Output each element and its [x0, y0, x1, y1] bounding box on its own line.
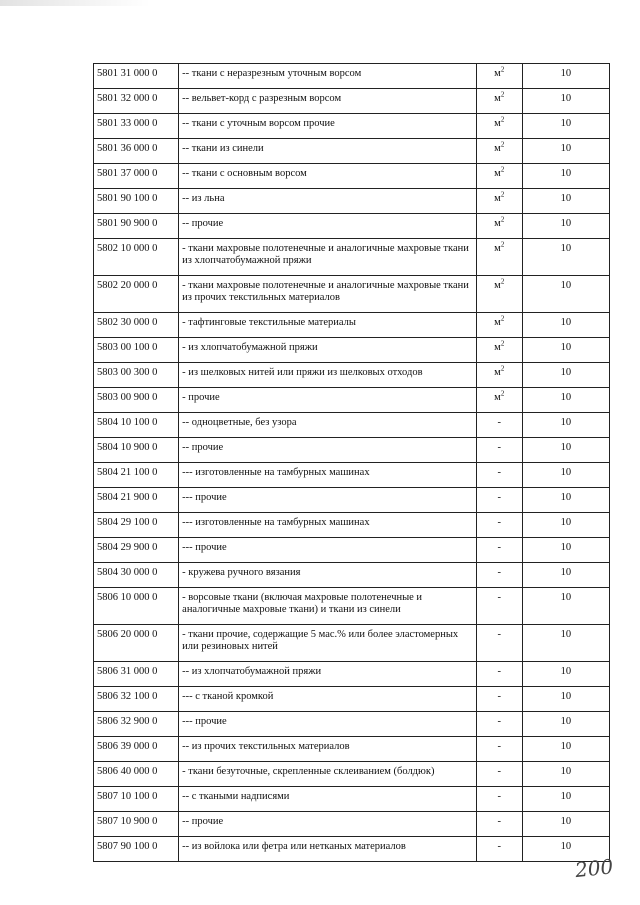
duty-rate-cell: 10	[522, 64, 609, 89]
duty-rate-cell: 10	[522, 388, 609, 413]
table-row	[94, 164, 610, 189]
table-row	[94, 837, 610, 862]
table-row	[94, 338, 610, 363]
description-cell: - из шелковых нитей или пряжи из шелковых отходов	[179, 363, 477, 388]
table-row	[94, 64, 610, 89]
description-cell: -- прочие	[179, 214, 477, 239]
duty-rate-cell: 10	[522, 214, 609, 239]
hs-code-cell: 5804 10 900 0	[94, 438, 179, 463]
table-row	[94, 363, 610, 388]
hs-code-cell: 5804 30 000 0	[94, 563, 179, 588]
table-row	[94, 563, 610, 588]
hs-code-cell: 5806 20 000 0	[94, 625, 179, 662]
hs-code-cell: 5804 10 100 0	[94, 413, 179, 438]
table-row	[94, 139, 610, 164]
description-cell: - из хлопчатобумажной пряжи	[179, 338, 477, 363]
duty-rate-cell: 10	[522, 438, 609, 463]
table-row	[94, 762, 610, 787]
table-row	[94, 812, 610, 837]
table-row	[94, 662, 610, 687]
duty-rate-cell: 10	[522, 338, 609, 363]
hs-code-cell: 5807 90 100 0	[94, 837, 179, 862]
description-cell: - кружева ручного вязания	[179, 563, 477, 588]
table-row	[94, 89, 610, 114]
description-cell: -- из льна	[179, 189, 477, 214]
duty-rate-cell: 10	[522, 513, 609, 538]
duty-rate-cell: 10	[522, 313, 609, 338]
hs-code-cell: 5806 10 000 0	[94, 588, 179, 625]
description-cell: - ткани махровые полотенечные и аналогичные махровые ткани из прочих текстильных материалов	[179, 276, 477, 313]
unit-cell: $м^2$	[476, 164, 522, 189]
hs-code-cell: 5806 40 000 0	[94, 762, 179, 787]
unit-cell: -	[476, 538, 522, 563]
hs-code-cell: 5801 32 000 0	[94, 89, 179, 114]
unit-cell: -	[476, 563, 522, 588]
unit-cell: -	[476, 837, 522, 862]
description-cell: --- прочие	[179, 538, 477, 563]
hs-code-cell: 5801 33 000 0	[94, 114, 179, 139]
description-cell: -- прочие	[179, 438, 477, 463]
hs-code-cell: 5804 21 100 0	[94, 463, 179, 488]
unit-cell: $м^2$	[476, 189, 522, 214]
tariff-table-body	[94, 64, 610, 862]
description-cell: -- прочие	[179, 812, 477, 837]
description-cell: -- ткани из синели	[179, 139, 477, 164]
hs-code-cell: 5801 31 000 0	[94, 64, 179, 89]
table-row	[94, 214, 610, 239]
description-cell: -- ткани с уточным ворсом прочие	[179, 114, 477, 139]
duty-rate-cell: 10	[522, 463, 609, 488]
unit-cell: $м^2$	[476, 388, 522, 413]
duty-rate-cell: 10	[522, 538, 609, 563]
duty-rate-cell: 10	[522, 239, 609, 276]
hs-code-cell: 5803 00 100 0	[94, 338, 179, 363]
unit-cell: -	[476, 588, 522, 625]
unit-cell: $м^2$	[476, 239, 522, 276]
table-row	[94, 114, 610, 139]
hs-code-cell: 5807 10 900 0	[94, 812, 179, 837]
duty-rate-cell: 10	[522, 563, 609, 588]
hs-code-cell: 5802 30 000 0	[94, 313, 179, 338]
table-row	[94, 712, 610, 737]
description-cell: -- из войлока или фетра или нетканых материалов	[179, 837, 477, 862]
duty-rate-cell: 10	[522, 737, 609, 762]
description-cell: --- с тканой кромкой	[179, 687, 477, 712]
unit-cell: -	[476, 762, 522, 787]
unit-cell: -	[476, 662, 522, 687]
table-row	[94, 538, 610, 563]
description-cell: --- прочие	[179, 712, 477, 737]
duty-rate-cell: 10	[522, 712, 609, 737]
table-row	[94, 313, 610, 338]
description-cell: -- ткани с основным ворсом	[179, 164, 477, 189]
table-row	[94, 239, 610, 276]
description-cell: --- прочие	[179, 488, 477, 513]
hs-code-cell: 5804 29 100 0	[94, 513, 179, 538]
table-row	[94, 463, 610, 488]
hs-code-cell: 5804 29 900 0	[94, 538, 179, 563]
description-cell: - ткани прочие, содержащие 5 мас.% или более эластомерных или резиновых нитей	[179, 625, 477, 662]
hs-code-cell: 5801 90 100 0	[94, 189, 179, 214]
duty-rate-cell: 10	[522, 114, 609, 139]
unit-cell: $м^2$	[476, 214, 522, 239]
table-row	[94, 189, 610, 214]
unit-cell: -	[476, 438, 522, 463]
duty-rate-cell: 10	[522, 89, 609, 114]
table-row	[94, 413, 610, 438]
unit-cell: -	[476, 625, 522, 662]
unit-cell: -	[476, 413, 522, 438]
unit-cell: $м^2$	[476, 276, 522, 313]
table-row	[94, 388, 610, 413]
duty-rate-cell: 10	[522, 625, 609, 662]
duty-rate-cell: 10	[522, 363, 609, 388]
description-cell: --- изготовленные на тамбурных машинах	[179, 463, 477, 488]
unit-cell: $м^2$	[476, 64, 522, 89]
duty-rate-cell: 10	[522, 687, 609, 712]
description-cell: --- изготовленные на тамбурных машинах	[179, 513, 477, 538]
hs-code-cell: 5806 32 100 0	[94, 687, 179, 712]
duty-rate-cell: 10	[522, 588, 609, 625]
duty-rate-cell: 10	[522, 276, 609, 313]
hs-code-cell: 5806 31 000 0	[94, 662, 179, 687]
description-cell: - ткани махровые полотенечные и аналогичные махровые ткани из хлопчатобумажной пряжи	[179, 239, 477, 276]
hs-code-cell: 5806 39 000 0	[94, 737, 179, 762]
hs-code-cell: 5806 32 900 0	[94, 712, 179, 737]
duty-rate-cell: 10	[522, 488, 609, 513]
table-row	[94, 625, 610, 662]
duty-rate-cell: 10	[522, 762, 609, 787]
hs-code-cell: 5803 00 300 0	[94, 363, 179, 388]
tariff-table	[93, 63, 610, 862]
table-row	[94, 737, 610, 762]
hs-code-cell: 5803 00 900 0	[94, 388, 179, 413]
unit-cell: -	[476, 687, 522, 712]
unit-cell: -	[476, 737, 522, 762]
unit-cell: $м^2$	[476, 139, 522, 164]
duty-rate-cell: 10	[522, 787, 609, 812]
description-cell: -- вельвет-корд с разрезным ворсом	[179, 89, 477, 114]
unit-cell: $м^2$	[476, 363, 522, 388]
unit-cell: $м^2$	[476, 89, 522, 114]
hs-code-cell: 5801 90 900 0	[94, 214, 179, 239]
unit-cell: $м^2$	[476, 338, 522, 363]
hs-code-cell: 5801 37 000 0	[94, 164, 179, 189]
unit-cell: -	[476, 488, 522, 513]
duty-rate-cell: 10	[522, 662, 609, 687]
duty-rate-cell: 10	[522, 413, 609, 438]
unit-cell: -	[476, 513, 522, 538]
table-row	[94, 513, 610, 538]
hs-code-cell: 5804 21 900 0	[94, 488, 179, 513]
description-cell: -- одноцветные, без узора	[179, 413, 477, 438]
unit-cell: -	[476, 787, 522, 812]
description-cell: - тафтинговые текстильные материалы	[179, 313, 477, 338]
unit-cell: $м^2$	[476, 114, 522, 139]
table-row	[94, 488, 610, 513]
duty-rate-cell: 10	[522, 189, 609, 214]
handwritten-page-number: 200	[573, 854, 615, 883]
description-cell: - прочие	[179, 388, 477, 413]
table-row	[94, 787, 610, 812]
scan-smudge	[0, 0, 150, 6]
hs-code-cell: 5801 36 000 0	[94, 139, 179, 164]
table-row	[94, 588, 610, 625]
duty-rate-cell: 10	[522, 164, 609, 189]
table-row	[94, 276, 610, 313]
hs-code-cell: 5802 20 000 0	[94, 276, 179, 313]
description-cell: -- из хлопчатобумажной пряжи	[179, 662, 477, 687]
description-cell: -- ткани с неразрезным уточным ворсом	[179, 64, 477, 89]
description-cell: - ворсовые ткани (включая махровые полотенечные и аналогичные махровые ткани) и ткани из синели	[179, 588, 477, 625]
description-cell: - ткани безуточные, скрепленные склеиванием (болдюк)	[179, 762, 477, 787]
duty-rate-cell: 10	[522, 812, 609, 837]
unit-cell: $м^2$	[476, 313, 522, 338]
table-row	[94, 438, 610, 463]
hs-code-cell: 5807 10 100 0	[94, 787, 179, 812]
unit-cell: -	[476, 812, 522, 837]
table-row	[94, 687, 610, 712]
duty-rate-cell: 10	[522, 837, 609, 862]
description-cell: -- из прочих текстильных материалов	[179, 737, 477, 762]
unit-cell: -	[476, 463, 522, 488]
unit-cell: -	[476, 712, 522, 737]
duty-rate-cell: 10	[522, 139, 609, 164]
hs-code-cell: 5802 10 000 0	[94, 239, 179, 276]
description-cell: -- с ткаными надписями	[179, 787, 477, 812]
